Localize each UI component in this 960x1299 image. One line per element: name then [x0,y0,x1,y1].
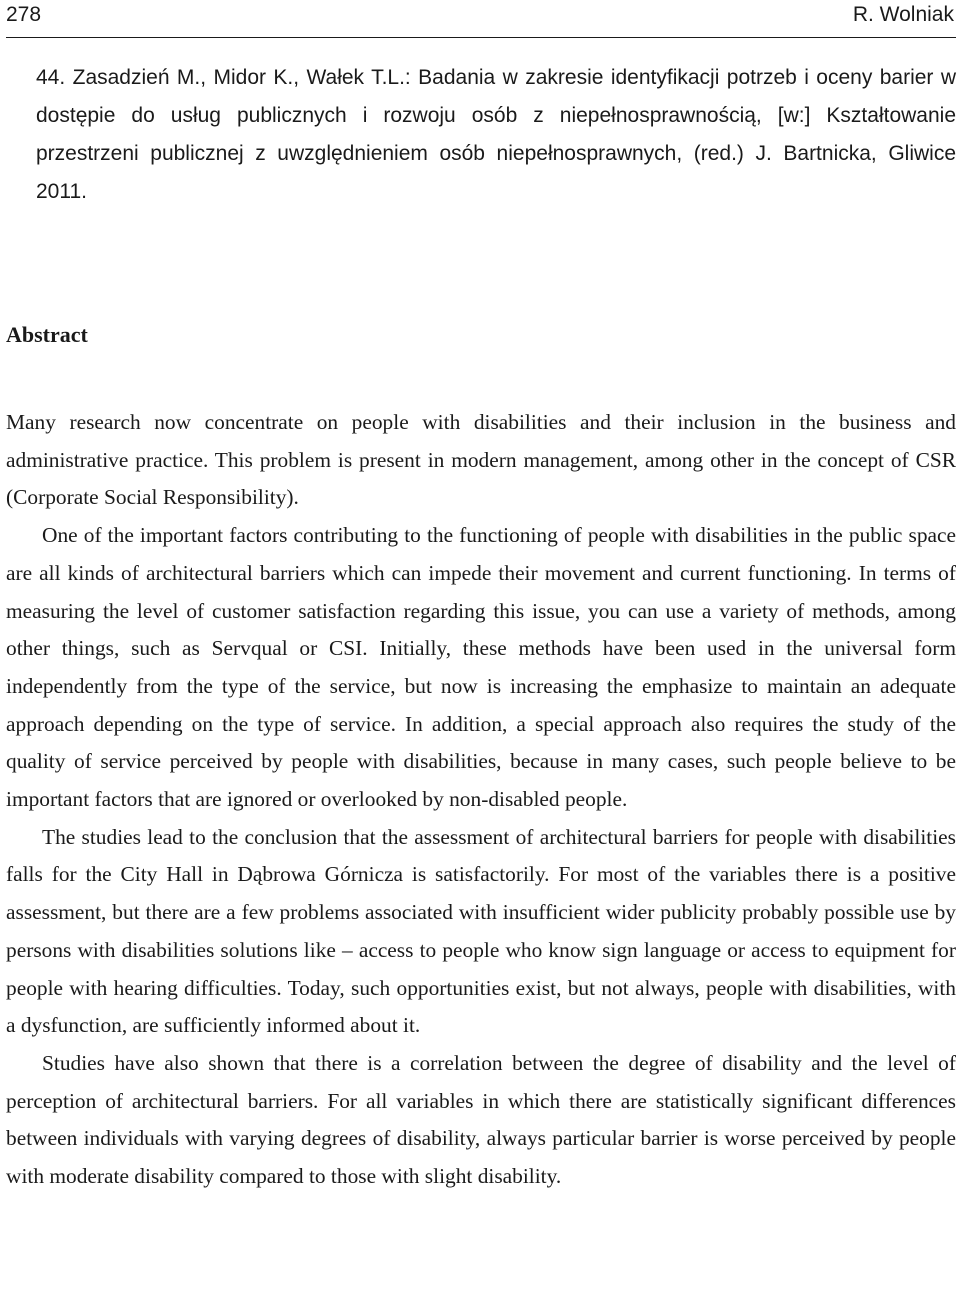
page-number: 278 [6,3,42,26]
header-rule [6,37,956,38]
bibliography-entry [6,59,956,211]
abstract-paragraph-2: One of the important factors contributing to the functioning of people with disabilities in the public space are all kinds of architectural barriers which can impede their movement and current functioning. In terms of measuring the level of customer satisfaction regarding this issue, you can use a variety of methods, among other things, such as Servqual or CSI. Initially, these methods have been used in the universal form independently from the type of the service, but now is increasing the emphasize to maintain an adequate approach depending on the type of service. In addition, a special approach also requires the study of the quality of service perceived by people with disabilities, because in many cases, such people believe to be important factors that are ignored or overlooked by non-disabled people. [6,523,956,812]
reference-number: 44. [36,66,66,89]
abstract-body [6,404,956,1196]
running-header [6,0,956,28]
abstract-paragraph-4: Studies have also shown that there is a correlation between the degree of disability and the level of perception of architectural barriers. For all variables in which there are statistically significant differences between individuals with varying degrees of disability, always particular barrier is worse perceived by people with moderate disability compared to those with slight disability. [6,1050,956,1189]
abstract-paragraph-3: The studies lead to the conclusion that the assessment of architectural barriers for people with disabilities falls for the City Hall in Dąbrowa Górnicza is satisfactorily. For most of the variables there is a positive assessment, but there are a few problems associated with insufficient wider publicity probably possible use by persons with disabilities solutions like – access to people who know sign language or access to equipment for people with hearing difficulties. Today, such opportunities exist, but not always, people with disabilities, with a dysfunction, are sufficiently informed about it. [6,824,956,1038]
abstract-heading: Abstract [6,322,88,347]
reference-text: Zasadzień M., Midor K., Wałek T.L.: Badania w zakresie identyfikacji potrzeb i oceny barier w dostępie do usług publicznych i rozwoju osób z niepełnosprawnością, [w:] Kształtowanie przestrzeni publicznej z uwzględnieniem osób niepełnosprawnych, (red.) J. Bartnicka, Gliwice 2011. [36,66,957,203]
abstract-paragraph-1: Many research now concentrate on people with disabilities and their inclusion in the business and administrative practice. This problem is present in modern management, among other in the concept of CSR (Corporate Social Responsibility). [6,410,956,510]
running-author: R. Wolniak [852,3,954,26]
